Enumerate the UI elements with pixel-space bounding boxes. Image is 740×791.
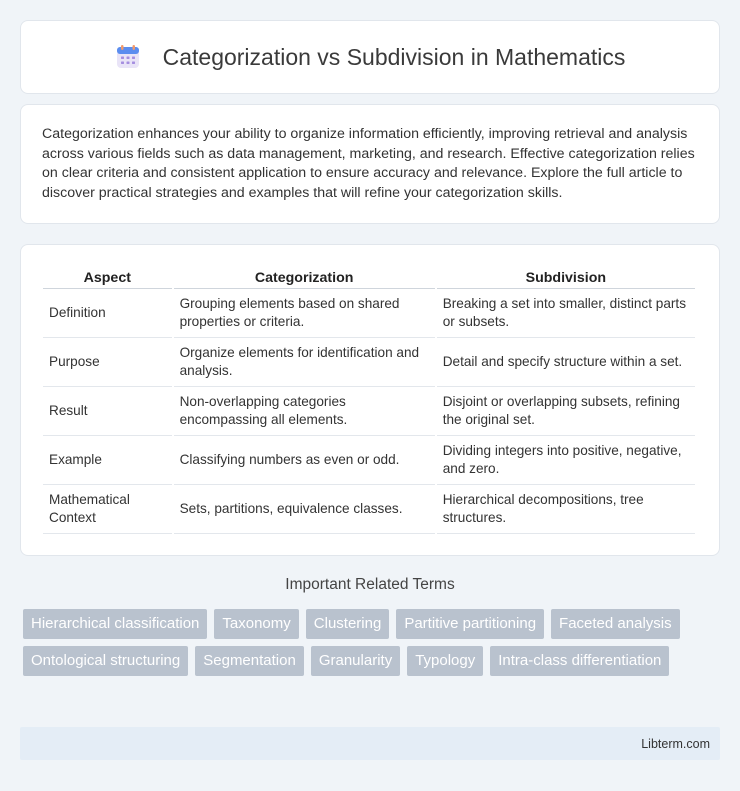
table-header-row xyxy=(43,267,695,289)
cell-subdivision: Breaking a set into smaller, distinct parts or subsets. xyxy=(437,289,695,338)
related-term-tag[interactable]: Typology xyxy=(407,646,483,676)
cell-categorization: Non-overlapping categories encompassing all elements. xyxy=(174,387,435,436)
related-terms-list xyxy=(23,609,713,676)
intro-paragraph: Categorization enhances your ability to organize information efficiently, improving retrieval and analysis across various fields such as data management, marketing, and research. Effective categorization relies on clear criteria and consistent application to ensure accuracy and relevance. Explore the full article to discover practical strategies and examples that will refine your categorization skills. xyxy=(42,126,695,201)
column-header-aspect: Aspect xyxy=(43,267,172,289)
related-term-tag[interactable]: Intra-class differentiation xyxy=(490,646,669,676)
table-row xyxy=(43,289,695,338)
comparison-table xyxy=(41,267,697,534)
cell-subdivision: Disjoint or overlapping subsets, refining the original set. xyxy=(437,387,695,436)
cell-aspect: Definition xyxy=(43,289,172,338)
related-term-tag[interactable]: Ontological structuring xyxy=(23,646,188,676)
related-term-tag[interactable]: Partitive partitioning xyxy=(396,609,544,639)
cell-aspect: Mathematical Context xyxy=(43,485,172,534)
intro-card xyxy=(20,104,720,224)
cell-aspect: Purpose xyxy=(43,338,172,387)
table-row xyxy=(43,436,695,485)
footer xyxy=(20,727,720,760)
related-terms-heading: Important Related Terms xyxy=(285,576,455,593)
related-term-tag[interactable]: Hierarchical classification xyxy=(23,609,207,639)
cell-subdivision: Hierarchical decompositions, tree structures. xyxy=(437,485,695,534)
cell-subdivision: Dividing integers into positive, negative, and zero. xyxy=(437,436,695,485)
column-header-subdivision: Subdivision xyxy=(437,267,695,289)
cell-categorization: Grouping elements based on shared properties or criteria. xyxy=(174,289,435,338)
table-row xyxy=(43,387,695,436)
table-row xyxy=(43,485,695,534)
calendar-icon xyxy=(115,44,141,70)
header-card xyxy=(20,20,720,94)
comparison-card xyxy=(20,244,720,556)
table-row xyxy=(43,338,695,387)
cell-categorization: Sets, partitions, equivalence classes. xyxy=(174,485,435,534)
column-header-categorization: Categorization xyxy=(174,267,435,289)
related-term-tag[interactable]: Granularity xyxy=(311,646,400,676)
related-term-tag[interactable]: Faceted analysis xyxy=(551,609,680,639)
cell-categorization: Organize elements for identification and analysis. xyxy=(174,338,435,387)
related-term-tag[interactable]: Segmentation xyxy=(195,646,304,676)
footer-site-link[interactable]: Libterm.com xyxy=(641,736,710,751)
related-term-tag[interactable]: Clustering xyxy=(306,609,390,639)
cell-subdivision: Detail and specify structure within a set. xyxy=(437,338,695,387)
cell-aspect: Result xyxy=(43,387,172,436)
cell-aspect: Example xyxy=(43,436,172,485)
page-title: Categorization vs Subdivision in Mathematics xyxy=(162,43,626,70)
related-term-tag[interactable]: Taxonomy xyxy=(214,609,298,639)
cell-categorization: Classifying numbers as even or odd. xyxy=(174,436,435,485)
